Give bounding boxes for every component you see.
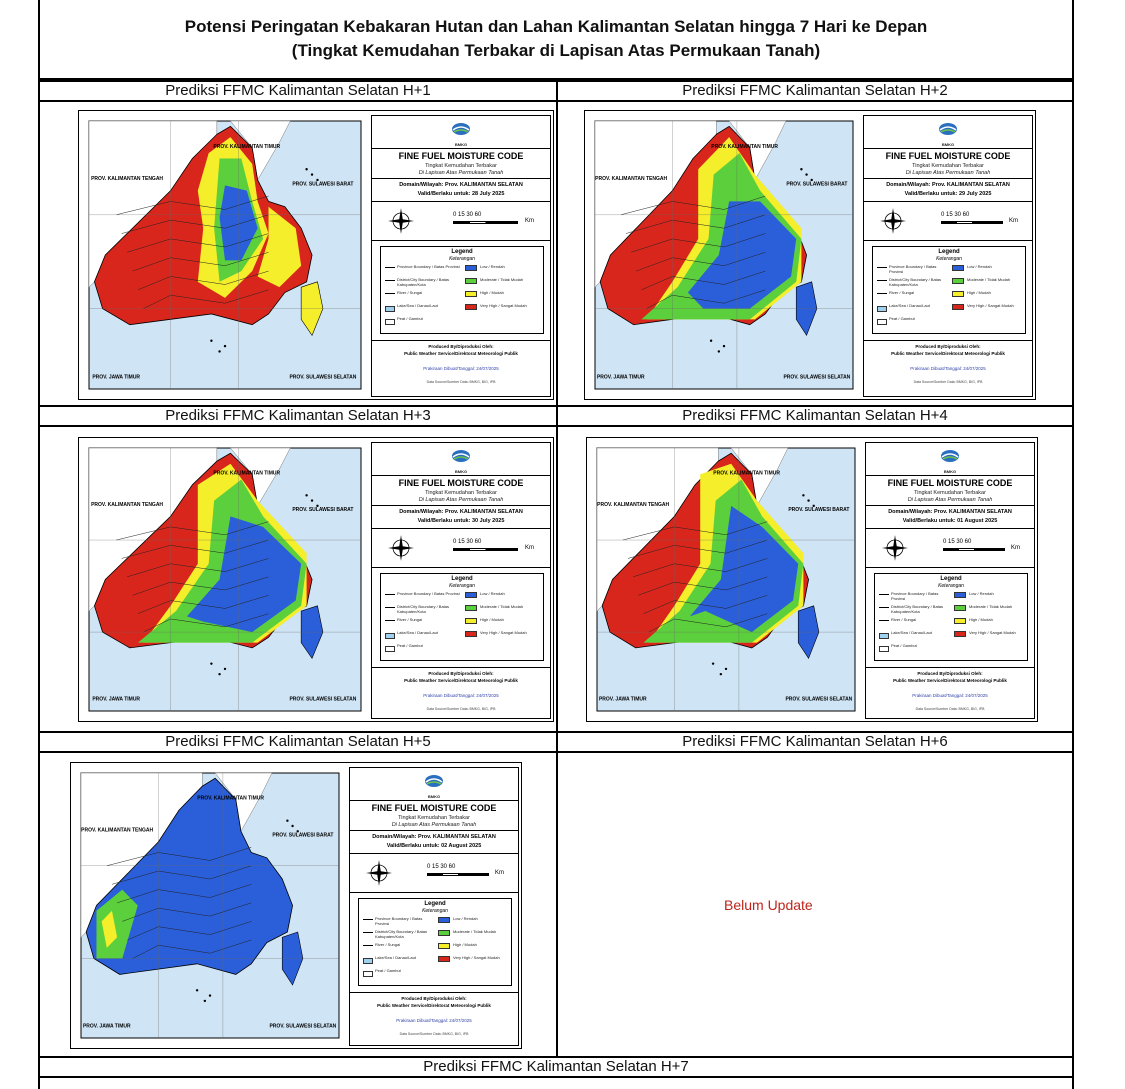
north-arrow-icon [878,206,908,236]
legend-item-label: District/City Boundary / Batas Kabupaten/Kota [889,277,942,287]
legend-box [874,573,1028,661]
scale-bar [427,864,504,884]
province-label: PROV. KALIMANTAN TENGAH [597,501,670,508]
legend-swatch [438,943,450,949]
bmkg-logo-icon [937,447,963,469]
ffmc-map-card [78,110,554,400]
ffmc-map [585,111,861,401]
legend-item-label: Province Boundary / Batas Provinsi [889,264,937,274]
legend-line-symbol [385,319,395,325]
legend-subtitle: Keterangan [449,256,475,262]
legend-swatch [952,265,964,271]
province-label: PROV. JAWA TIMUR [92,696,141,703]
data-source: Data Source/Sumber Data: BMKG, BIG, IPB [426,380,496,384]
scale-bar-label: 0 15 30 60 [427,864,456,870]
small-island [291,825,293,827]
legend-swatch [465,265,477,271]
legend-line-symbol [363,971,373,977]
title-line-2: (Tingkat Kemudahan Terbakar di Lapisan Atas Permukaan Tanah) [291,41,821,60]
province-label: PROV. SULAWESI SELATAN [289,374,357,381]
produced-by-org: Public Weather Service/Direktorat Meteorologi Publik [893,678,1007,683]
legend-swatch [954,605,966,611]
divider [372,240,550,241]
legend-swatch [465,304,477,310]
legend-class-label: Low / Rendah [969,591,994,596]
legend-subtitle: Keterangan [422,908,448,914]
province-label: PROV. SULAWESI SELATAN [783,374,851,381]
legend-swatch [465,631,477,637]
scale-bar [453,212,534,232]
province-label: PROV. KALIMANTAN TIMUR [711,143,778,150]
legend-item-label: Lake/Sea / Danau/Laut [375,955,416,960]
legend-item-label: Peat / Gambut [375,968,401,973]
divider [866,528,1034,529]
small-island [311,499,313,501]
valid-date: Valid/Berlaku untuk: 29 July 2025 [904,191,992,197]
small-island [209,994,211,996]
bmkg-logo-text: BMKG [454,469,468,474]
scale-bar-label: 0 15 30 60 [453,539,482,545]
ffmc-map [71,763,347,1050]
scale-bar-graphic [943,548,1005,551]
divider [864,340,1032,341]
legend-item-label: River / Sungai [375,942,401,947]
small-island [196,989,198,991]
legend-item-label: Peat / Gambut [891,643,917,648]
legend-item-label: Peat / Gambut [889,316,915,321]
province-label: PROV. SULAWESI SELATAN [785,696,853,703]
legend-class-label: Very High / Sangat Mudah [480,303,527,308]
product-title: FINE FUEL MOISTURE CODE [885,151,1011,161]
province-label: PROV. KALIMANTAN TENGAH [91,175,164,182]
scale-bar-label: 0 15 30 60 [453,212,482,218]
legend-line-symbol [879,620,889,621]
legend-swatch [952,304,964,310]
legend-class-label: Very High / Sangat Mudah [967,303,1014,308]
legend-line-symbol [363,932,373,933]
map-legend-panel [863,115,1033,397]
issued-date: Prakiraan Dibuat/Tanggal: 24/07/2025 [910,366,986,371]
legend-line-symbol [879,607,889,608]
bmkg-logo-text: BMKG [941,142,955,147]
divider [372,340,550,341]
ffmc-map-card [78,437,554,722]
scale-bar-unit: Km [525,545,534,551]
product-subtitle-1: Tingkat Kemudahan Terbakar [914,490,986,496]
legend-line-symbol [363,958,373,964]
product-title: FINE FUEL MOISTURE CODE [398,151,524,161]
divider [866,505,1034,506]
scale-bar-graphic [427,873,489,876]
product-subtitle-2: Di Lapisan Atas Permukaan Tanah [907,497,993,503]
panel-header-h5: Prediksi FFMC Kalimantan Selatan H+5 [40,731,556,753]
product-subtitle-1: Tingkat Kemudahan Terbakar [425,163,497,169]
divider [372,201,550,202]
scale-bar-graphic [453,548,518,551]
ffmc-map-card [584,110,1036,400]
north-arrow-icon [386,533,416,563]
scale-bar-unit: Km [495,870,504,876]
small-island [224,668,226,670]
legend-item-label: Peat / Gambut [397,316,423,321]
ffmc-map-card [586,437,1038,722]
legend-swatch [465,291,477,297]
legend-title: Legend [451,249,473,255]
scale-bar-graphic [941,221,1003,224]
legend-item-label: Lake/Sea / Danau/Laut [397,303,438,308]
product-subtitle-1: Tingkat Kemudahan Terbakar [912,163,984,169]
legend-swatch [465,605,477,611]
province-label: PROV. SULAWESI SELATAN [289,696,357,703]
issued-date: Prakiraan Dibuat/Tanggal: 24/07/2025 [423,366,499,371]
divider [864,240,1032,241]
domain-text: Domain/Wilayah: Prov. KALIMANTAN SELATAN [886,182,1010,188]
province-label: PROV. KALIMANTAN TENGAH [81,827,154,834]
province-label: PROV. JAWA TIMUR [82,1023,131,1030]
panel-header-h6: Prediksi FFMC Kalimantan Selatan H+6 [558,731,1072,753]
map-legend-panel [371,442,551,719]
bmkg-logo-text: BMKG [943,469,957,474]
bmkg-logo-icon [935,120,961,142]
divider [372,505,550,506]
ffmc-map [79,438,369,723]
legend-line-symbol [385,280,395,281]
legend-swatch [465,592,477,598]
divider [372,178,550,179]
report-title [40,0,1072,80]
province-label: PROV. KALIMANTAN TENGAH [595,175,668,182]
small-island [224,345,226,347]
legend-line-symbol [877,306,887,312]
panel-header-h4: Prediksi FFMC Kalimantan Selatan H+4 [558,405,1072,427]
produced-by-org: Public Weather Service/Direktorat Meteorologi Publik [404,678,518,683]
legend-line-symbol [877,293,887,294]
legend-swatch [438,956,450,962]
legend-box [872,246,1026,334]
legend-class-label: High / Mudah [480,617,504,622]
small-island [712,662,714,664]
map-legend-panel [865,442,1035,719]
legend-item-label: Lake/Sea / Danau/Laut [397,630,438,635]
small-island [305,494,307,496]
legend-line-symbol [385,646,395,652]
small-island [723,345,725,347]
legend-line-symbol [877,319,887,325]
legend-item-label: Peat / Gambut [397,643,423,648]
issued-date: Prakiraan Dibuat/Tanggal: 24/07/2025 [423,693,499,698]
ffmc-map-card [70,762,522,1049]
product-subtitle-2: Di Lapisan Atas Permukaan Tanah [418,170,504,176]
province-label: PROV. JAWA TIMUR [596,374,645,381]
legend-line-symbol [385,306,395,312]
scale-bar [943,539,1020,559]
divider [866,475,1034,476]
province-label: PROV. SULAWESI BARAT [292,181,354,188]
legend-swatch [954,631,966,637]
legend-line-symbol [363,945,373,946]
scale-bar-unit: Km [1011,545,1020,551]
province-label: PROV. KALIMANTAN TIMUR [197,795,264,802]
legend-swatch [465,278,477,284]
bmkg-logo-icon [448,447,474,469]
legend-item-label: District/City Boundary / Batas Kabupaten/Kota [397,604,450,614]
small-island [807,499,809,501]
legend-line-symbol [385,594,395,595]
column-divider [556,80,558,1056]
north-arrow-icon [386,206,416,236]
divider [350,800,518,801]
legend-line-symbol [879,646,889,652]
small-island [805,173,807,175]
small-island [800,168,802,170]
province-label: PROV. KALIMANTAN TIMUR [213,143,281,150]
legend-class-label: High / Mudah [967,290,991,295]
produced-by-org: Public Weather Service/Direktorat Meteorologi Publik [377,1003,491,1008]
valid-date: Valid/Berlaku untuk: 28 July 2025 [417,191,505,197]
panel-header-h3: Prediksi FFMC Kalimantan Selatan H+3 [40,405,556,427]
small-island [204,1000,206,1002]
bmkg-logo-icon [421,772,447,794]
divider [866,567,1034,568]
legend-title: Legend [451,576,473,582]
divider [350,853,518,854]
small-island [210,662,212,664]
legend-line-symbol [877,267,887,268]
legend-title: Legend [424,901,446,907]
valid-date: Valid/Berlaku untuk: 01 August 2025 [902,518,998,524]
map-legend-panel [371,115,551,397]
province-label: PROV. KALIMANTAN TIMUR [713,470,780,477]
product-subtitle-1: Tingkat Kemudahan Terbakar [398,815,470,821]
divider [350,892,518,893]
product-subtitle-2: Di Lapisan Atas Permukaan Tanah [905,170,991,176]
legend-line-symbol [877,280,887,281]
legend-subtitle: Keterangan [936,256,962,262]
province-label: PROV. JAWA TIMUR [92,374,141,381]
valid-date: Valid/Berlaku untuk: 30 July 2025 [417,518,505,524]
product-title: FINE FUEL MOISTURE CODE [887,478,1013,488]
product-title: FINE FUEL MOISTURE CODE [371,803,497,813]
legend-class-label: Very High / Sangat Mudah [969,630,1016,635]
legend-class-label: Moderate / Tidak Mudah [453,929,497,934]
small-island [720,673,722,675]
legend-item-label: Province Boundary / Batas Provinsi [375,916,423,926]
data-source: Data Source/Sumber Data: BMKG, BIG, IPB [913,380,983,384]
legend-class-label: Very High / Sangat Mudah [480,630,527,635]
legend-line-symbol [879,594,889,595]
panel-header-h7: Prediksi FFMC Kalimantan Selatan H+7 [40,1056,1072,1078]
small-island [718,350,720,352]
legend-swatch [438,930,450,936]
legend-title: Legend [938,249,960,255]
legend-item-label: Province Boundary / Batas Provinsi [891,591,939,601]
legend-line-symbol [385,607,395,608]
map-legend-panel [349,767,519,1046]
produced-by-label: Produced By/Diproduksi Oleh: [428,671,494,676]
product-title: FINE FUEL MOISTURE CODE [398,478,524,488]
product-subtitle-2: Di Lapisan Atas Permukaan Tanah [418,497,504,503]
legend-swatch [952,291,964,297]
divider [350,992,518,993]
province-label: PROV. SULAWESI BARAT [786,181,848,188]
legend-line-symbol [879,633,889,639]
product-subtitle-2: Di Lapisan Atas Permukaan Tanah [391,822,477,828]
legend-class-label: Low / Rendah [480,591,505,596]
legend-item-label: District/City Boundary / Batas Kabupaten/Kota [375,929,428,939]
province-label: PROV. KALIMANTAN TIMUR [213,470,281,477]
domain-text: Domain/Wilayah: Prov. KALIMANTAN SELATAN [399,182,523,188]
legend-item-label: River / Sungai [397,290,423,295]
legend-swatch [438,917,450,923]
small-island [210,340,212,342]
produced-by-label: Produced By/Diproduksi Oleh: [915,344,981,349]
produced-by-label: Produced By/Diproduksi Oleh: [401,996,467,1001]
legend-subtitle: Keterangan [449,583,475,589]
legend-class-label: High / Mudah [969,617,993,622]
north-arrow-icon [880,533,910,563]
data-source: Data Source/Sumber Data: BMKG, BIG, IPB [399,1032,469,1036]
province-label: PROV. SULAWESI BARAT [788,507,850,514]
scale-bar [941,212,1018,232]
domain-text: Domain/Wilayah: Prov. KALIMANTAN SELATAN [372,834,496,840]
legend-item-label: Lake/Sea / Danau/Laut [889,303,930,308]
legend-swatch [954,592,966,598]
scale-bar-label: 0 15 30 60 [943,539,972,545]
legend-subtitle: Keterangan [938,583,964,589]
legend-swatch [954,618,966,624]
small-island [286,820,288,822]
bmkg-logo-icon [448,120,474,142]
divider [350,830,518,831]
legend-class-label: Moderate / Tidak Mudah [480,604,524,609]
divider [864,201,1032,202]
divider [864,178,1032,179]
legend-line-symbol [385,267,395,268]
divider [372,475,550,476]
divider [372,528,550,529]
domain-text: Domain/Wilayah: Prov. KALIMANTAN SELATAN [399,509,523,515]
province-label: PROV. SULAWESI SELATAN [269,1023,337,1030]
legend-item-label: River / Sungai [397,617,423,622]
legend-line-symbol [363,919,373,920]
produced-by-org: Public Weather Service/Direktorat Meteorologi Publik [891,351,1005,356]
legend-item-label: River / Sungai [889,290,915,295]
legend-box [380,573,544,661]
legend-line-symbol [385,293,395,294]
issued-date: Prakiraan Dibuat/Tanggal: 24/07/2025 [912,693,988,698]
produced-by-label: Produced By/Diproduksi Oleh: [917,671,983,676]
legend-line-symbol [385,620,395,621]
legend-class-label: Low / Rendah [480,264,505,269]
small-island [218,350,220,352]
bmkg-logo-text: BMKG [427,794,441,799]
legend-title: Legend [940,576,962,582]
panel-header-h2: Prediksi FFMC Kalimantan Selatan H+2 [558,80,1072,102]
produced-by-org: Public Weather Service/Direktorat Meteorologi Publik [404,351,518,356]
legend-class-label: Low / Rendah [967,264,992,269]
province-label: PROV. JAWA TIMUR [598,696,647,703]
small-island [710,340,712,342]
small-island [218,673,220,675]
divider [372,567,550,568]
small-island [305,168,307,170]
legend-item-label: River / Sungai [891,617,917,622]
province-label: PROV. KALIMANTAN TENGAH [91,501,164,508]
legend-class-label: Moderate / Tidak Mudah [969,604,1013,609]
divider [372,148,550,149]
divider [866,667,1034,668]
small-island [802,494,804,496]
legend-box [358,898,512,986]
divider [864,148,1032,149]
scale-bar-graphic [453,221,518,224]
province-label: PROV. SULAWESI BARAT [272,832,334,839]
legend-item-label: Province Boundary / Batas Provinsi [397,591,460,596]
legend-item-label: District/City Boundary / Batas Kabupaten/Kota [397,277,450,287]
legend-class-label: Moderate / Tidak Mudah [480,277,524,282]
scale-bar-unit: Km [1009,218,1018,224]
scale-bar [453,539,534,559]
legend-swatch [465,618,477,624]
data-source: Data Source/Sumber Data: BMKG, BIG, IPB [426,707,496,711]
legend-class-label: Moderate / Tidak Mudah [967,277,1011,282]
bmkg-logo-text: BMKG [454,142,468,147]
produced-by-label: Produced By/Diproduksi Oleh: [428,344,494,349]
small-island [725,668,727,670]
scale-bar-unit: Km [525,218,534,224]
legend-item-label: District/City Boundary / Batas Kabupaten/Kota [891,604,944,614]
panel-header-h1: Prediksi FFMC Kalimantan Selatan H+1 [40,80,556,102]
legend-class-label: Low / Rendah [453,916,478,921]
scale-bar-label: 0 15 30 60 [941,212,970,218]
legend-class-label: Very High / Sangat Mudah [453,955,500,960]
legend-line-symbol [385,633,395,639]
legend-swatch [952,278,964,284]
product-subtitle-1: Tingkat Kemudahan Terbakar [425,490,497,496]
legend-box [380,246,544,334]
north-arrow-icon [364,858,394,888]
valid-date: Valid/Berlaku untuk: 02 August 2025 [386,843,482,849]
legend-class-label: High / Mudah [480,290,504,295]
divider [372,667,550,668]
legend-class-label: High / Mudah [453,942,477,947]
legend-item-label: Province Boundary / Batas Provinsi [397,264,460,269]
domain-text: Domain/Wilayah: Prov. KALIMANTAN SELATAN [888,509,1012,515]
data-source: Data Source/Sumber Data: BMKG, BIG, IPB [915,707,985,711]
legend-item-label: Lake/Sea / Danau/Laut [891,630,932,635]
not-updated-text: Belum Update [724,897,813,913]
title-line-1: Potensi Peringatan Kebakaran Hutan dan Lahan Kalimantan Selatan hingga 7 Hari ke Depan [184,17,928,36]
ffmc-map [79,111,369,401]
issued-date: Prakiraan Dibuat/Tanggal: 24/07/2025 [396,1018,472,1023]
province-label: PROV. SULAWESI BARAT [292,507,354,514]
small-island [311,173,313,175]
ffmc-map [587,438,863,723]
